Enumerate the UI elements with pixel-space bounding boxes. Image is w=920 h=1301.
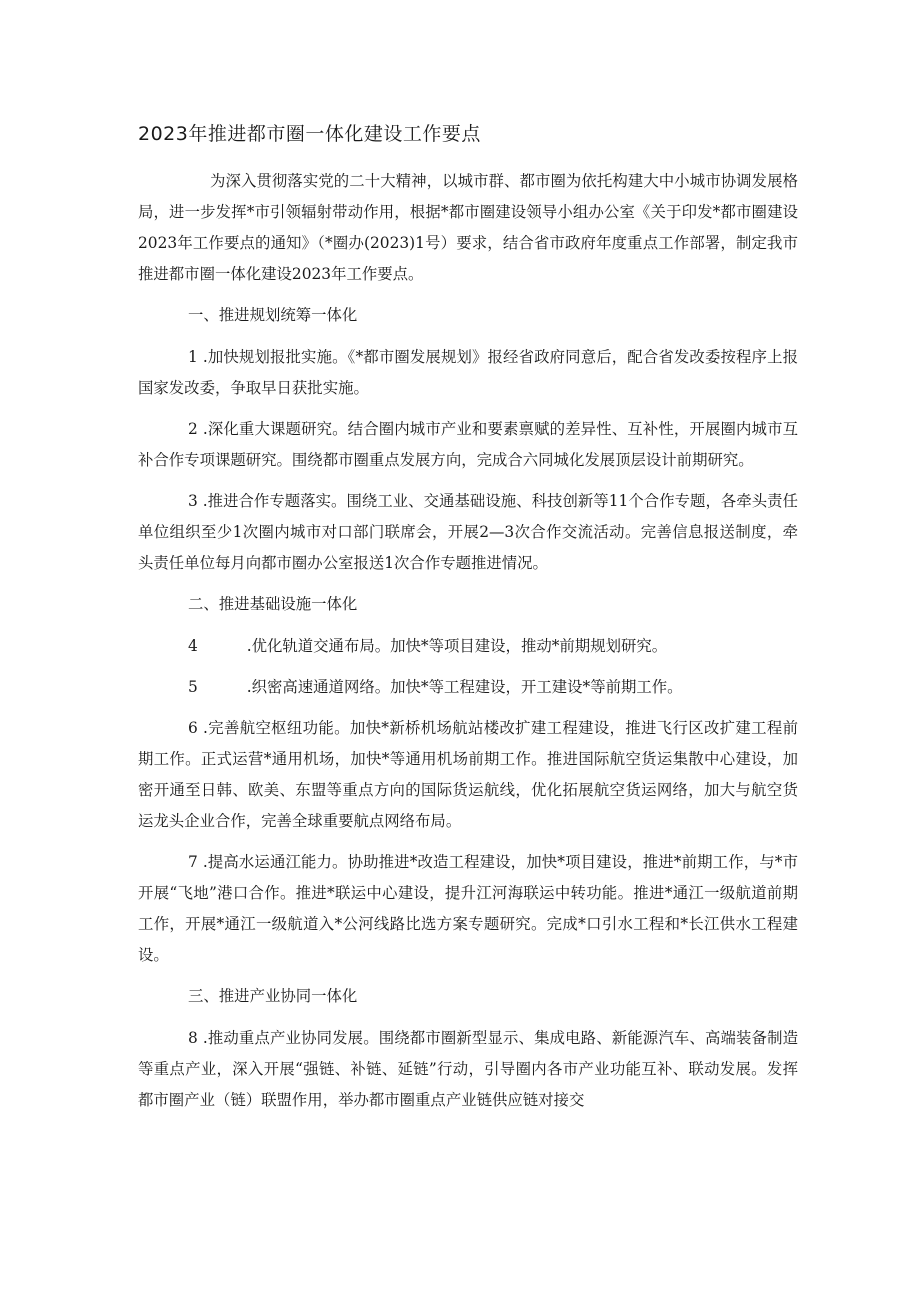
item-5: 5 .织密高速通道网络。加快*等工程建设，开工建设*等前期工作。	[188, 678, 683, 696]
section-heading-1: 一、推进规划统筹一体化	[188, 306, 358, 324]
document-title: 2023年推进都市圈一体化建设工作要点	[138, 123, 481, 145]
item-6: 6 .完善航空枢纽功能。加快*新桥机场航站楼改扩建工程建设，推进飞行区改扩建工程前期工作。正式运营*通用机场，加快*等通用机场前期工作。推进国际航空货运集散中心建设，加密开通至日韩、欧美、东盟等重点方向的国际货运航线，优化拓展航空货运网络，加大与航空货运龙头企业合作，完善全球重要航点网络布局。	[138, 719, 798, 830]
item-3: 3 .推进合作专题落实。围绕工业、交通基础设施、科技创新等11个合作专题，各牵头责任单位组织至少1次圈内城市对口部门联席会，开展2—3次合作交流活动。完善信息报送制度，牵头责任单位每月向都市圈办公室报送1次合作专题推进情况。	[138, 492, 798, 572]
item-7: 7 .提高水运通江能力。协助推进*改造工程建设，加快*项目建设，推进*前期工作，与*市开展“飞地”港口合作。推进*联运中心建设，提升江河海联运中转功能。推进*通江一级航道前期工作，开展*通江一级航道入*公河线路比选方案专题研究。完成*口引水工程和*长江供水工程建设。	[138, 853, 798, 964]
item-4: 4 .优化轨道交通布局。加快*等项目建设，推动*前期规划研究。	[188, 637, 668, 655]
item-2: 2 .深化重大课题研究。结合圈内城市产业和要素禀赋的差异性、互补性，开展圈内城市互补合作专项课题研究。围绕都市圈重点发展方向，完成合六同城化发展顶层设计前期研究。	[138, 420, 798, 469]
intro-paragraph: 为深入贯彻落实党的二十大精神，以城市群、都市圈为依托构建大中小城市协调发展格局，进一步发挥*市引领辐射带动作用，根据*都市圈建设领导小组办公室《关于印发*都市圈建设2023年工作要点的通知》（*圈办(2023)1号）要求，结合省市政府年度重点工作部署，制定我市推进都市圈一体化建设2023年工作要点。	[138, 172, 798, 283]
section-heading-2: 二、推进基础设施一体化	[188, 595, 358, 613]
item-8: 8 .推动重点产业协同发展。围绕都市圈新型显示、集成电路、新能源汽车、高端装备制造等重点产业，深入开展“强链、补链、延链”行动，引导圈内各市产业功能互补、联动发展。发挥都市圈产业（链）联盟作用，举办都市圈重点产业链供应链对接交	[138, 1029, 798, 1109]
item-1: 1 .加快规划报批实施。《*都市圈发展规划》报经省政府同意后，配合省发改委按程序上报国家发改委，争取早日获批实施。	[138, 348, 798, 397]
document-body	[138, 166, 798, 1126]
section-heading-3: 三、推进产业协同一体化	[188, 987, 358, 1005]
